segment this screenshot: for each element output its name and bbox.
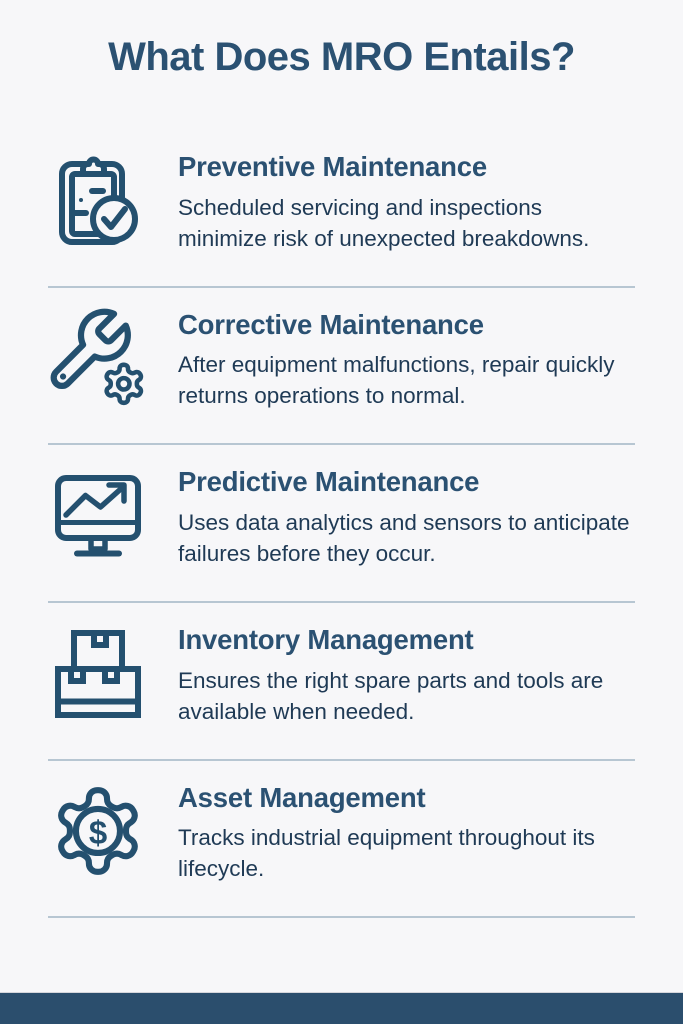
gear-dollar-icon <box>48 781 148 881</box>
wrench-gear-icon <box>48 308 148 408</box>
section-heading: Predictive Maintenance <box>178 466 480 498</box>
section-text <box>178 781 635 885</box>
section-text <box>178 465 635 569</box>
svg-text:$: $ <box>88 813 108 851</box>
section-description: Uses data analytics and sensors to anticipate failures before they occur. <box>178 509 630 566</box>
stacked-boxes-icon <box>48 623 148 723</box>
sections-list <box>48 150 635 918</box>
clipboard-check-icon <box>48 150 148 250</box>
section-row-predictive <box>48 465 635 569</box>
divider <box>48 916 635 918</box>
monitor-trend-icon <box>48 465 148 565</box>
section-text <box>178 623 635 727</box>
section-text <box>178 150 635 254</box>
divider <box>48 601 635 603</box>
section-text <box>178 308 635 412</box>
section-description: Scheduled servicing and inspections minimize risk of unexpected breakdowns. <box>178 194 590 251</box>
footer-bar <box>0 992 683 1024</box>
page-title: What Does MRO Entails? <box>108 35 575 79</box>
section-row-inventory <box>48 623 635 727</box>
divider <box>48 759 635 761</box>
section-heading: Inventory Management <box>178 623 474 655</box>
divider <box>48 443 635 445</box>
section-row-asset <box>48 781 635 885</box>
section-row-corrective <box>48 308 635 412</box>
section-heading: Asset Management <box>178 781 426 813</box>
section-heading: Corrective Maintenance <box>178 308 484 340</box>
divider <box>48 286 635 288</box>
section-row-preventive <box>48 150 635 254</box>
section-description: Ensures the right spare parts and tools are available when needed. <box>178 667 604 724</box>
section-heading: Preventive Maintenance <box>178 151 487 182</box>
section-description: Tracks industrial equipment throughout its lifecycle. <box>178 825 595 882</box>
section-description: After equipment malfunctions, repair quickly returns operations to normal. <box>178 352 615 409</box>
